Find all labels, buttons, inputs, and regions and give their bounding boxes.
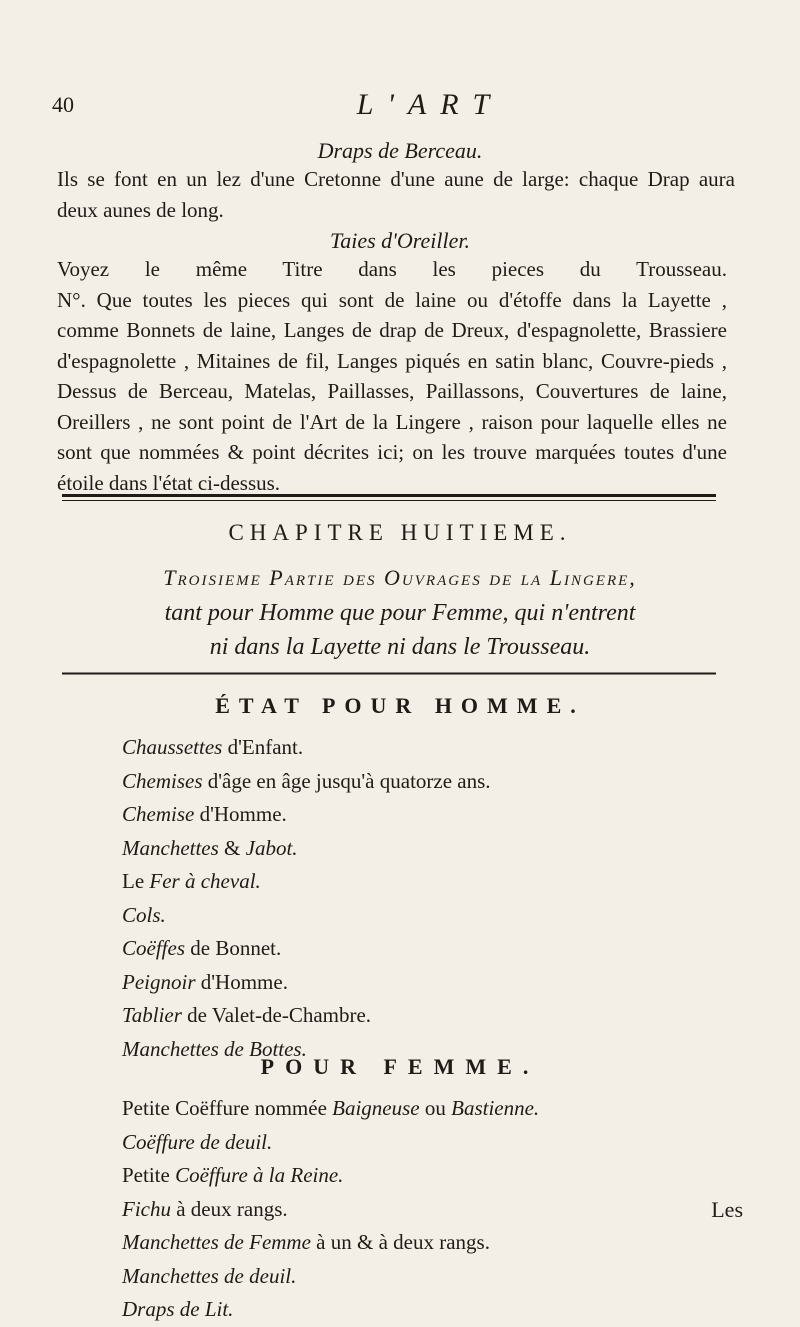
text-line: Ils se font en un lez d'une Cretonne d'une aune de large: chaque Drap aura <box>57 167 735 191</box>
item-text: Petite <box>122 1163 176 1187</box>
list-item <box>122 1193 539 1227</box>
chapter-title: CHAPITRE HUITIEME. <box>228 520 572 545</box>
item-term: Coëffure à la Reine. <box>175 1163 344 1187</box>
item-term: Jabot. <box>245 835 298 860</box>
item-text: d'Homme. <box>194 802 287 826</box>
list-item <box>122 765 491 799</box>
paragraph-draps-berceau <box>57 164 735 225</box>
single-rule <box>62 672 716 675</box>
text-line: Oreillers , ne sont point de l'Art de la Lingere , raison pour laquelle elles ne <box>57 409 727 434</box>
item-term: Chemises <box>122 768 203 793</box>
list-item <box>122 1092 539 1126</box>
text-line: étoile dans l'état ci-dessus. <box>57 470 281 495</box>
list-item <box>122 1126 539 1160</box>
item-term: Baigneuse <box>332 1096 420 1120</box>
list-item <box>122 1159 539 1193</box>
part-subtitle-2: ni dans la Layette ni dans le Trousseau. <box>209 634 591 660</box>
text-line: Voyez le même Titre dans les pieces du Trousseau. <box>57 257 727 281</box>
part-title: Troisieme Partie des Ouvrages de la Lingere, <box>163 565 637 590</box>
item-text: de Valet-de-Chambre. <box>181 1003 372 1027</box>
item-text: à un & à deux rangs. <box>310 1230 490 1254</box>
list-item <box>122 865 491 899</box>
item-term: Manchettes de Femme <box>122 1230 311 1254</box>
list-item <box>122 932 491 966</box>
item-text: ou <box>419 1096 452 1120</box>
item-text: Petite Coëffure nommée <box>122 1096 333 1120</box>
list-item <box>122 966 491 1000</box>
text-line: deux aunes de long. <box>57 197 224 222</box>
item-text: & <box>218 835 246 860</box>
item-term: Manchettes de deuil. <box>122 1263 297 1288</box>
item-term: Tablier <box>122 1003 182 1027</box>
item-text: à deux rangs. <box>170 1196 288 1221</box>
item-text: Le <box>122 869 150 893</box>
running-title: L'ART <box>356 88 504 121</box>
item-term: Coëffure de deuil. <box>122 1129 273 1154</box>
item-term: Peignoir <box>122 969 196 994</box>
list-item <box>122 731 491 765</box>
item-term: Bastienne. <box>451 1096 540 1120</box>
part-subtitle-1: tant pour Homme que pour Femme, qui n'entrent <box>164 600 636 626</box>
list-homme <box>122 731 491 1066</box>
item-term: Draps de Lit. <box>122 1297 234 1321</box>
list-item <box>122 899 491 933</box>
text-line: comme Bonnets de laine, Langes de drap de Dreux, d'espagnolette, Brassiere <box>57 318 727 342</box>
list-item <box>122 999 491 1033</box>
list-item <box>122 1226 539 1260</box>
list-item <box>122 832 491 866</box>
item-term: Manchettes <box>122 835 219 860</box>
list-item <box>122 798 491 832</box>
item-text: de Bonnet. <box>185 936 282 960</box>
heading-taies-oreiller: Taies d'Oreiller. <box>330 228 470 253</box>
text-line: N°. Que toutes les pieces qui sont de laine ou d'étoffe dans la Layette , <box>57 287 727 312</box>
list-item <box>122 1293 539 1327</box>
section-heading-femme: POUR FEMME. <box>260 1054 540 1079</box>
double-rule <box>62 494 716 502</box>
item-term: Chemise <box>122 802 195 826</box>
text-line: sont que nommées & point décrites ici; on les trouve marquées toutes d'une <box>57 440 727 464</box>
item-term: Chaussettes <box>122 735 223 759</box>
paragraph-taies-oreiller <box>57 254 727 498</box>
item-term: Manchettes de Bottes. <box>122 1036 307 1061</box>
item-text: d'Enfant. <box>222 735 304 759</box>
text-line: d'espagnolette , Mitaines de fil, Langes piqués en satin blanc, Couvre-pieds , <box>57 348 727 373</box>
list-item <box>122 1260 539 1294</box>
page-number: 40 <box>52 92 74 117</box>
item-term: Coëffes <box>122 936 185 960</box>
heading-draps-berceau: Draps de Berceau. <box>317 138 483 163</box>
list-femme <box>122 1092 539 1327</box>
item-text: d'âge en âge jusqu'à quatorze ans. <box>202 768 491 793</box>
text-line: Dessus de Berceau, Matelas, Paillasses, Paillassons, Couvertures de laine, <box>57 379 727 403</box>
item-term: Fer à cheval. <box>149 869 261 893</box>
item-term: Fichu <box>122 1196 171 1221</box>
item-term: Cols. <box>122 902 166 927</box>
catchword: Les <box>711 1197 743 1222</box>
item-text: d'Homme. <box>195 969 288 994</box>
section-heading-homme: ÉTAT POUR HOMME. <box>215 693 585 718</box>
